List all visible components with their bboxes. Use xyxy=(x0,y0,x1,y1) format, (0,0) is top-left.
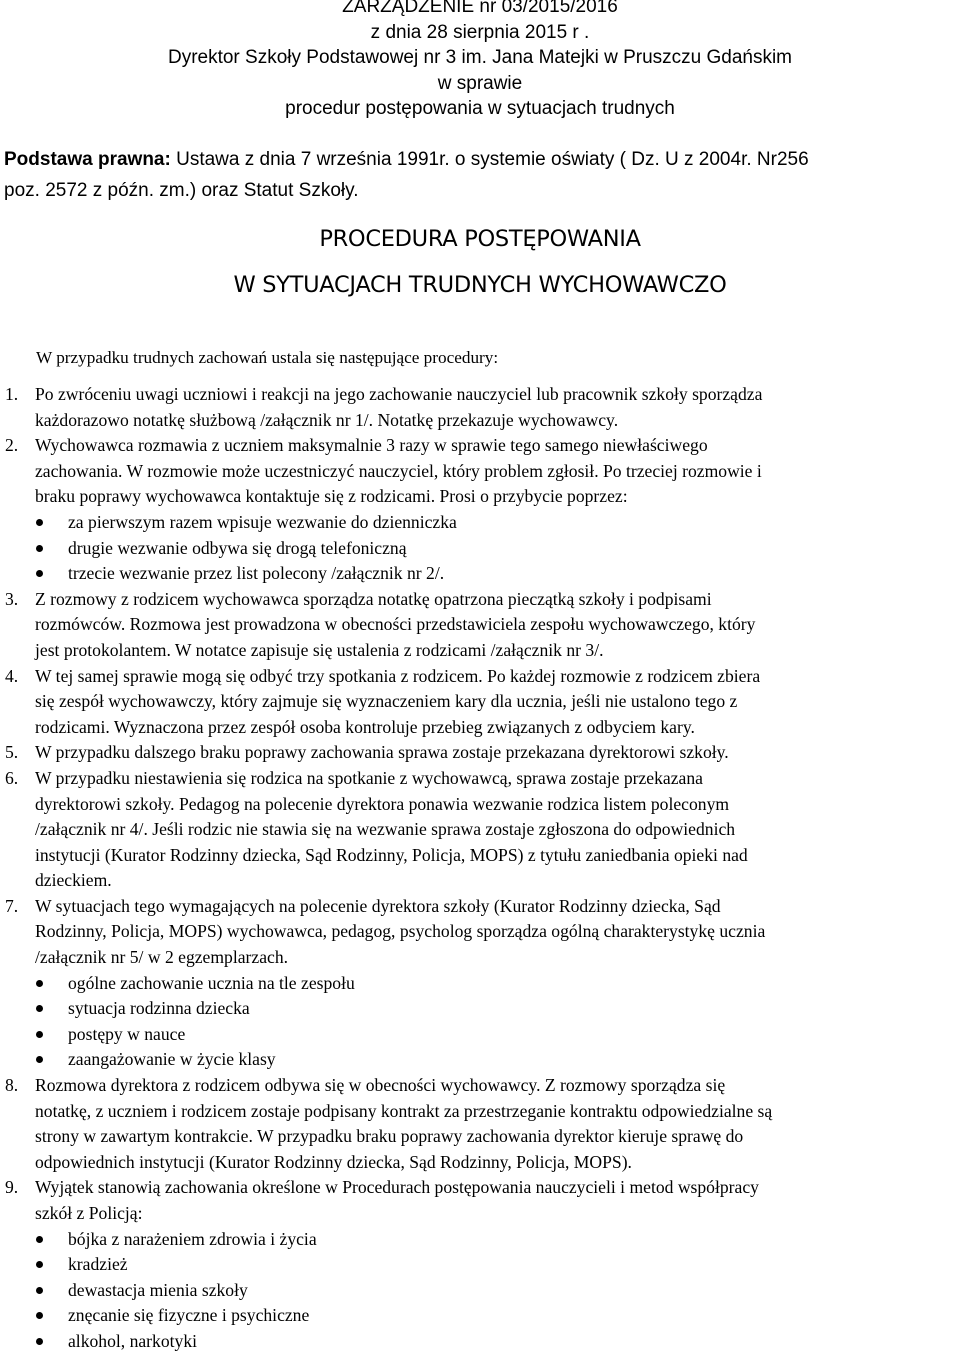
bullet-text: trzecie wezwanie przez list polecony /załącznik nr 2/. xyxy=(68,563,445,584)
item-line: W tej samej sprawie mogą się odbyć trzy spotkania z rodzicem. Po każdej rozmowie z rodzicem zbiera xyxy=(35,665,761,686)
bullet-item xyxy=(0,1227,960,1253)
bullet-text: drugie wezwanie odbywa się drogą telefoniczną xyxy=(68,537,407,558)
item-line: /załącznik nr 5/ w 2 egzemplarzach. xyxy=(35,947,289,968)
list-item xyxy=(0,382,960,433)
bullet-item xyxy=(0,971,960,997)
bullet-text: ogólne zachowanie ucznia na tle zespołu xyxy=(68,972,355,993)
legal-basis-line-2: poz. 2572 z późn. zm.) oraz Statut Szkoły. xyxy=(4,180,359,201)
ordinance-subject-label: w sprawie xyxy=(437,72,523,94)
item-line: strony w zawartym kontrakcie. W przypadku braku poprawy zachowania dyrektor kieruje sprawę do xyxy=(35,1126,744,1147)
item-line: Wychowawca rozmawia z uczniem maksymalnie 3 razy w sprawie tego samego niewłaściwego xyxy=(35,435,708,456)
item-number: 7. xyxy=(5,895,19,916)
ordinance-issuer: Dyrektor Szkoły Podstawowej nr 3 im. Jana Matejki w Pruszczu Gdańskim xyxy=(167,47,793,68)
legal-basis-label: Podstawa prawna: xyxy=(4,149,171,170)
bullet-text: zaangażowanie w życie klasy xyxy=(68,1049,276,1070)
bullet-text: znęcanie się fizyczne i psychiczne xyxy=(68,1305,310,1326)
ordinance-subject: procedur postępowania w sytuacjach trudnych xyxy=(285,98,675,119)
list-item xyxy=(0,766,960,894)
bullet-item xyxy=(0,1278,960,1304)
item-number: 1. xyxy=(5,384,19,404)
bullet-icon xyxy=(36,545,43,552)
bullet-text: dewastacja mienia szkoły xyxy=(68,1279,248,1300)
legal-basis-text: Ustawa z dnia 7 września 1991r. o systemie oświaty ( Dz. U z 2004r. Nr256 xyxy=(170,149,809,170)
list-item xyxy=(0,740,960,766)
bullet-text: bójka z narażeniem zdrowia i życia xyxy=(68,1228,317,1249)
item-number: 2. xyxy=(5,435,19,456)
bullet-icon xyxy=(36,519,43,526)
list-item xyxy=(0,587,960,664)
bullet-icon xyxy=(36,570,43,577)
item-number: 4. xyxy=(5,665,19,686)
item-number: 3. xyxy=(5,588,19,609)
item-line: W przypadku dalszego braku poprawy zachowania sprawa zostaje przekazana dyrektorowi szkoły. xyxy=(35,742,729,763)
bullet-text: kradzież xyxy=(68,1254,128,1275)
bullet-text: sytuacja rodzinna dziecka xyxy=(68,998,250,1019)
list-item xyxy=(0,1175,960,1226)
bullet-icon xyxy=(36,1031,43,1038)
bullet-icon xyxy=(36,1312,43,1319)
list-item xyxy=(0,664,960,741)
bullet-icon xyxy=(36,1287,43,1294)
bullet-text: postępy w nauce xyxy=(68,1023,186,1044)
bullet-text: za pierwszym razem wpisuje wezwanie do dzienniczka xyxy=(68,511,457,532)
item-line: zachowania. W rozmowie może uczestniczyć nauczyciel, który problem zgłosił. Po trzeciej rozmowie i xyxy=(35,460,762,481)
procedure-title-line-1: PROCEDURA POSTĘPOWANIA xyxy=(319,226,641,252)
item-line: /załącznik nr 4/. Jeśli rodzic nie stawia się na wezwanie sprawa zostaje zgłoszona do odpowiednich xyxy=(35,819,736,840)
bullet-item xyxy=(0,1022,960,1048)
list-item xyxy=(0,1073,960,1175)
bullet-item xyxy=(0,1303,960,1329)
bullet-item xyxy=(0,996,960,1022)
bullet-item xyxy=(0,1329,960,1355)
bullet-text: alkohol, narkotyki xyxy=(68,1330,197,1351)
item-line: Wyjątek stanowią zachowania określone w Procedurach postępowania nauczycieli i metod współpracy xyxy=(35,1177,759,1198)
ordinance-title: ZARZĄDZENIE nr 03/2015/2016 xyxy=(342,0,618,17)
bullet-icon xyxy=(36,1056,43,1063)
item-number: 9. xyxy=(5,1177,19,1198)
bullet-icon xyxy=(36,1005,43,1012)
item-line: rozmówców. Rozmowa jest prowadzona w obecności przedstawiciela zespołu wychowawczego, który xyxy=(35,614,756,635)
item-number: 6. xyxy=(5,767,19,788)
item-line: Po zwróceniu uwagi uczniowi i reakcji na jego zachowanie nauczyciel lub pracownik szkoły sporządza xyxy=(35,384,763,404)
item-number: 8. xyxy=(5,1075,19,1096)
item-line: instytucji (Kurator Rodzinny dziecka, Sąd Rodzinny, Policja, MOPS) z tytułu zaniedbania opieki nad xyxy=(35,844,748,865)
bullet-item xyxy=(0,510,960,536)
procedure-title-line-2: W SYTUACJACH TRUDNYCH WYCHOWAWCZO xyxy=(233,272,727,298)
item-line: dyrektorowi szkoły. Pedagog na polecenie dyrektora ponawia wezwanie rodzica listem poleconym xyxy=(35,793,730,814)
item-line: W sytuacjach tego wymagających na polecenie dyrektora szkoły (Kurator Rodzinny dziecka, Sąd xyxy=(35,895,721,916)
ordinance-date: z dnia 28 sierpnia 2015 r . xyxy=(370,21,590,43)
item-line: szkół z Policją: xyxy=(35,1203,143,1223)
legal-basis-line-1 xyxy=(4,144,954,175)
item-line: Rozmowa dyrektora z rodzicem odbywa się w obecności wychowawcy. Z rozmowy sporządza się xyxy=(35,1075,726,1096)
item-line: dzieckiem. xyxy=(35,870,112,891)
legal-basis xyxy=(4,144,954,206)
bullet-icon xyxy=(36,1338,43,1345)
item-line: notatkę, z uczniem i rodzicem zostaje podpisany kontrakt za przestrzeganie kontraktu odpowiedzialne są xyxy=(35,1100,773,1121)
item-line: rodzicami. Wyznaczona przez zespół osoba kontroluje przebieg związanych z odbyciem kary. xyxy=(35,716,695,737)
item-line: się zespół wychowawczy, który zajmuje się wyznaczeniem kary dla ucznia, jeśli nie ustalono tego z xyxy=(35,691,738,712)
list-item xyxy=(0,433,960,510)
document-header xyxy=(0,0,960,122)
item-line: Z rozmowy z rodzicem wychowawca sporządza notatkę opatrzona pieczątką szkoły i podpisami xyxy=(35,588,712,609)
list-item xyxy=(0,894,960,971)
item-line: braku poprawy wychowawca kontaktuje się z rodzicami. Prosi o przybycie poprzez: xyxy=(35,486,628,507)
bullet-icon xyxy=(36,1236,43,1243)
item-number: 5. xyxy=(5,742,19,763)
procedure-intro: W przypadku trudnych zachowań ustala się następujące procedury: xyxy=(36,348,499,367)
item-line: Rodzinny, Policja, MOPS) wychowawca, pedagog, psycholog sporządza ogólną charakterystykę ucznia xyxy=(35,921,766,942)
bullet-icon xyxy=(36,980,43,987)
item-line: W przypadku niestawienia się rodzica na spotkanie z wychowawcą, sprawa zostaje przekazana xyxy=(35,767,703,788)
bullet-icon xyxy=(36,1261,43,1268)
item-line: odpowiednich instytucji (Kurator Rodzinny dziecka, Sąd Rodzinny, Policja, MOPS). xyxy=(35,1151,632,1172)
bullet-item xyxy=(0,536,960,562)
item-line: jest protokolantem. W notatce zapisuje się ustalenia z rodzicami /załącznik nr 3/. xyxy=(35,639,604,660)
item-line: każdorazowo notatkę służbową /załącznik nr 1/. Notatkę przekazuje wychowawcy. xyxy=(35,409,619,430)
bullet-item xyxy=(0,1047,960,1073)
bullet-item xyxy=(0,561,960,587)
bullet-item xyxy=(0,1252,960,1278)
procedure-list xyxy=(0,382,960,1355)
